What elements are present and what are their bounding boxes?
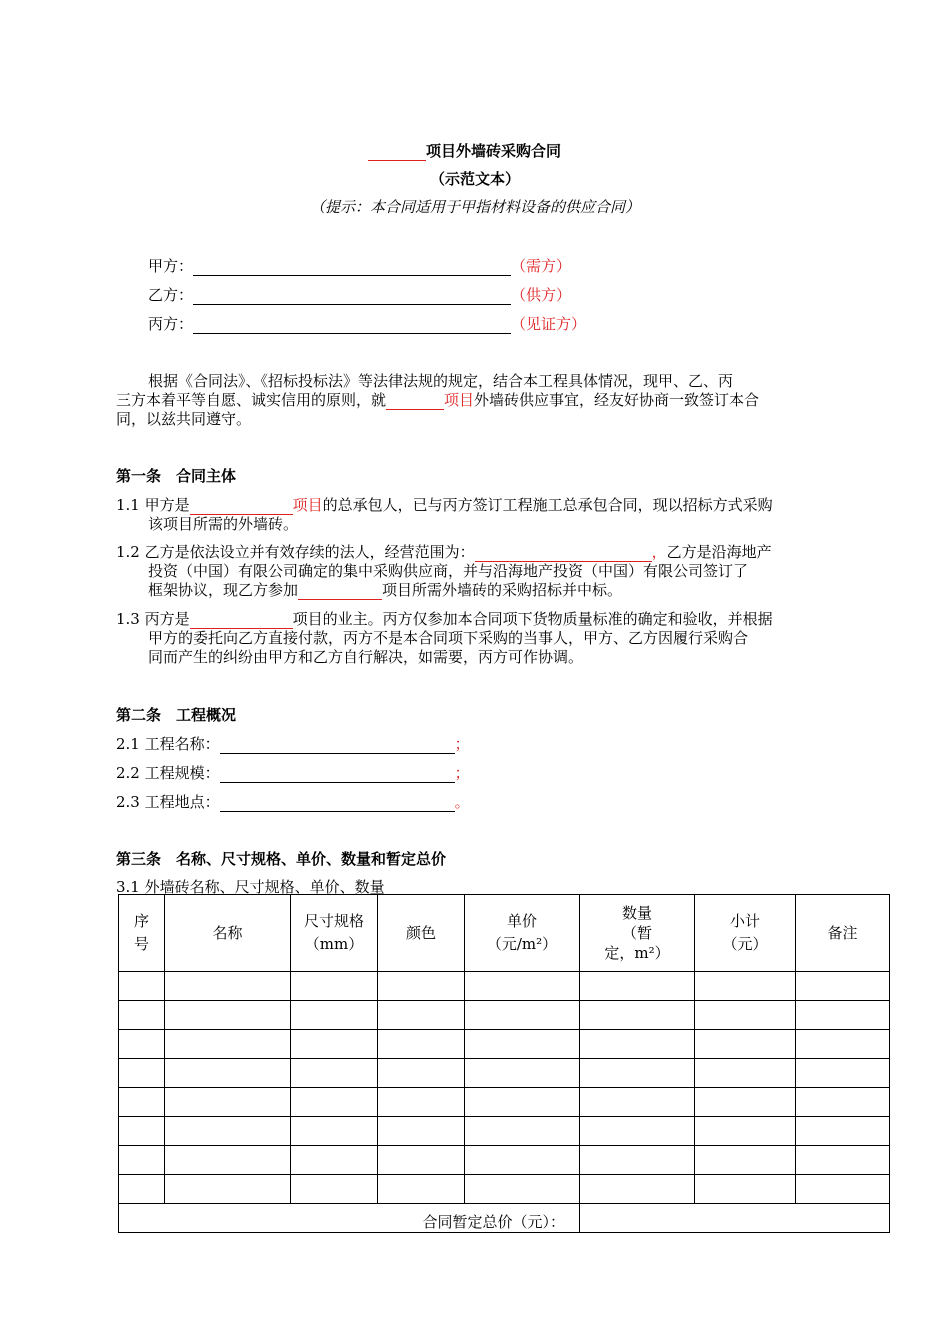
project-name-field[interactable] (220, 738, 455, 754)
clause-1-3-line-1: 1.3 丙方是 项目的业主。丙方仅参加本合同项下货物质量标准的确定和验收，并根据 (116, 610, 773, 628)
clause-1-2-line-3: 框架协议，现乙方参加 项目所需外墙砖的采购招标并中标。 (148, 581, 623, 599)
table-row[interactable] (119, 1088, 890, 1117)
article-3-1-subheading: 3.1 外墙砖名称、尺寸规格、单价、数量 (116, 878, 385, 896)
intro-project-blank[interactable] (386, 394, 444, 410)
project-scale-field[interactable] (220, 767, 455, 783)
contract-title: 项目外墙砖采购合同 (368, 140, 561, 161)
table-total-row (119, 1204, 890, 1233)
clause-1-1-line-2: 该项目所需的外墙砖。 (148, 515, 299, 533)
party-a-blank[interactable] (193, 260, 511, 276)
table-row[interactable] (119, 1175, 890, 1204)
items-table (118, 894, 890, 1233)
clause-1-3-line-3: 同而产生的纠纷由甲方和乙方自行解决，如需要，丙方可作协调。 (148, 648, 584, 666)
intro-line-2: 三方本着平等自愿、诚实信用的原则，就 项目外墙砖供应事宜，经友好协商一致签订本合 (116, 391, 760, 409)
project-scale-row: 2.2 工程规模： ； (116, 764, 470, 782)
table-row[interactable] (119, 1001, 890, 1030)
col-unit-price: 单价 （元/m²） (465, 895, 580, 972)
article-2-heading: 第二条 工程概况 (116, 706, 237, 724)
col-color: 颜色 (378, 895, 465, 972)
project-location-row: 2.3 工程地点： 。 (116, 793, 470, 811)
total-label: 合同暂定总价（元）： (119, 1204, 580, 1233)
party-c-row: 丙方： （见证方） (148, 315, 587, 333)
project-name-blank[interactable] (368, 145, 426, 161)
col-subtotal: 小计 （元） (695, 895, 796, 972)
table-row[interactable] (119, 972, 890, 1001)
intro-line-1: 根据《合同法》、《招标投标法》等法律法规的规定，结合本工程具体情况，现甲、乙、丙 (148, 372, 734, 390)
party-b-row: 乙方： （供方） (148, 286, 572, 304)
clause-1-3-line-2: 甲方的委托向乙方直接付款，丙方不是本合同项下采购的当事人，甲方、乙方因履行采购合 (148, 629, 749, 647)
table-header-row (119, 895, 890, 972)
project-name-row: 2.1 工程名称： ； (116, 735, 470, 753)
col-quantity: 数量 （暂 定，m²） (580, 895, 695, 972)
col-size: 尺寸规格 （mm） (291, 895, 378, 972)
party-b-blank[interactable] (193, 289, 511, 305)
contract-subtitle: （示范文本） (429, 170, 520, 188)
party-c-blank[interactable] (193, 318, 511, 334)
col-seq: 序 号 (119, 895, 165, 972)
clause-1-2-line-2: 投资（中国）有限公司确定的集中采购供应商，并与沿海地产投资（中国）有限公司签订了 (148, 562, 749, 580)
intro-line-3: 同，以兹共同遵守。 (116, 410, 252, 428)
table-row[interactable] (119, 1059, 890, 1088)
party-a-row: 甲方： （需方） (148, 257, 572, 275)
project-location-field[interactable] (220, 796, 455, 812)
total-value-cell[interactable] (580, 1204, 890, 1233)
clause-1-2-line-1: 1.2 乙方是依法设立并有效存续的法人，经营范围为： ，乙方是沿海地产 (116, 543, 772, 561)
col-name: 名称 (165, 895, 291, 972)
article-1-heading: 第一条 合同主体 (116, 467, 237, 485)
table-row[interactable] (119, 1030, 890, 1059)
col-note: 备注 (796, 895, 890, 972)
article-3-heading: 第三条 名称、尺寸规格、单价、数量和暂定总价 (116, 850, 447, 868)
clause-1-2-project-blank[interactable] (298, 584, 382, 600)
clause-1-1-line-1: 1.1 甲方是 项目的总承包人，已与丙方签订工程施工总承包合同，现以招标方式采购 (116, 496, 773, 514)
table-row[interactable] (119, 1117, 890, 1146)
contract-hint: （提示：本合同适用于甲指材料设备的供应合同） (309, 198, 640, 216)
table-row[interactable] (119, 1146, 890, 1175)
